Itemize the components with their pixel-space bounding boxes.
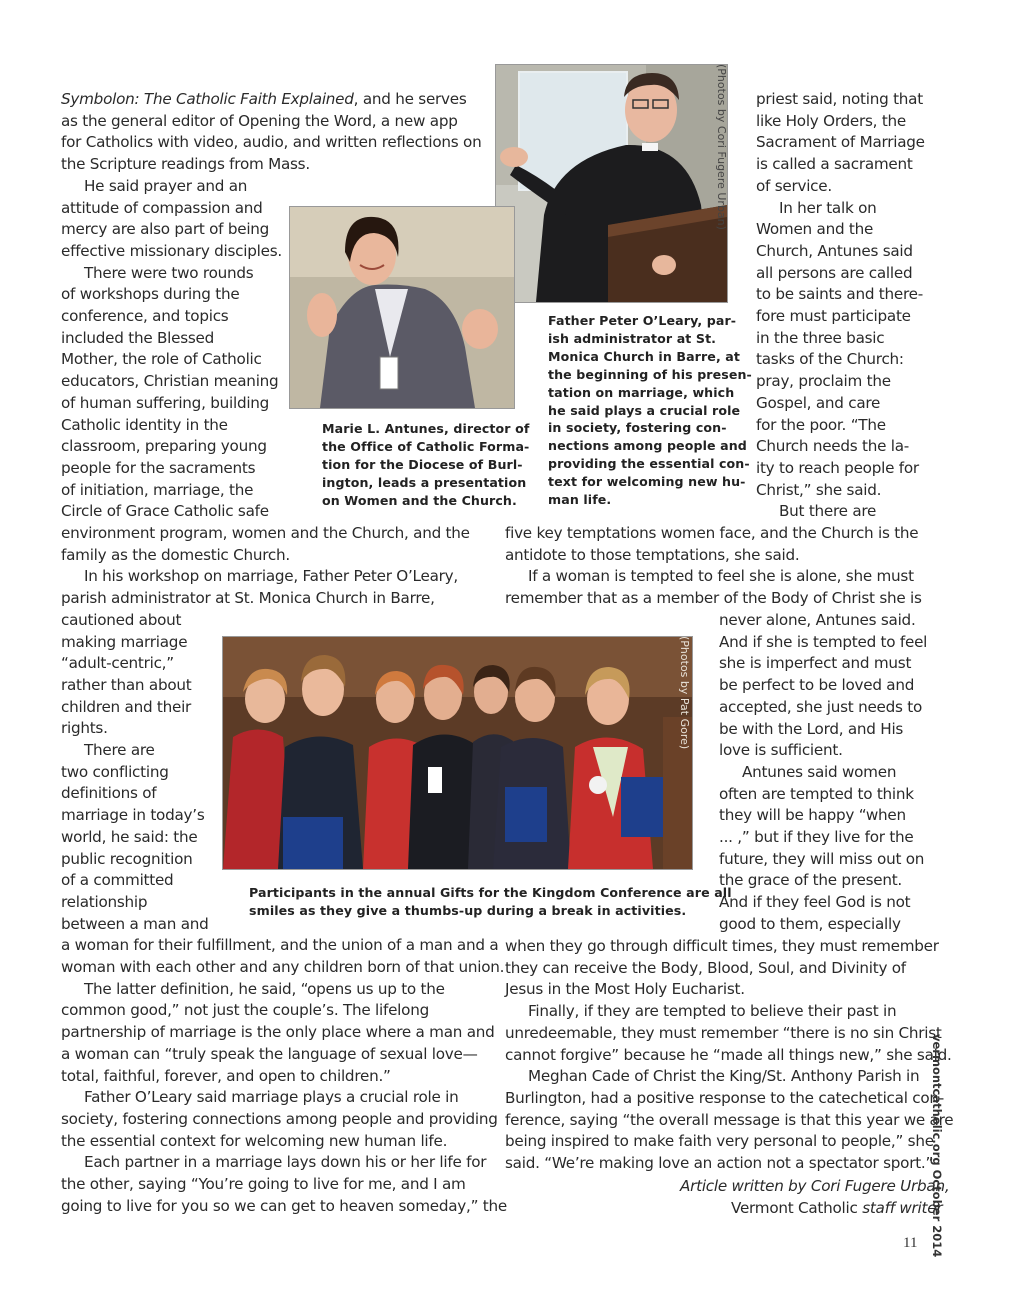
- article-line: Sacrament of Marriage: [756, 133, 925, 152]
- caption-line: providing the essential con-: [548, 456, 750, 472]
- caption-line: on Women and the Church.: [322, 492, 517, 508]
- article-line: marriage in today’s: [61, 806, 205, 825]
- article-line: environment program, women and the Church, and the: [61, 524, 470, 542]
- article-line: be perfect to be loved and: [719, 676, 915, 695]
- article-line: The latter definition, he said, “opens us up to the: [84, 979, 445, 998]
- caption-line: ington, leads a presentation: [322, 474, 527, 490]
- article-line: children and their: [61, 697, 192, 716]
- article-line: is called a sacrament: [756, 155, 913, 174]
- article-line: remember that as a member of the Body of Christ she is: [505, 589, 922, 608]
- article-line: attitude of compassion and: [61, 198, 263, 217]
- caption-line: Monica Church in Barre, at: [548, 348, 741, 364]
- article-line: mercy are also part of being: [61, 220, 270, 239]
- article-line: accepted, she just needs to: [719, 697, 923, 716]
- article-line: of workshops during the: [61, 285, 240, 304]
- article-line: Finally, if they are tempted to believe their past in: [528, 1002, 897, 1021]
- article-line: cannot forgive” because he “made all things new,” she said.: [505, 1045, 952, 1064]
- article-line: priest said, noting that: [756, 90, 923, 108]
- article-line: making marriage: [61, 632, 188, 651]
- article-line: of a committed: [61, 871, 174, 890]
- article-line: Antunes said women: [742, 762, 897, 781]
- article-line: There are: [84, 741, 155, 759]
- caption-line: Participants in the annual Gifts for the Kingdom Conference are all: [249, 885, 732, 900]
- article-line: ity to reach people for: [756, 458, 919, 477]
- article-line: going to live for you so we can get to heaven someday,” the: [61, 1196, 507, 1215]
- article-line: unredeemable, they must remember “there is no sin Christ: [505, 1023, 942, 1042]
- article-line: fore must participate: [756, 307, 911, 325]
- article-line: And if she is tempted to feel: [719, 632, 928, 651]
- byline-role: Vermont Catholic staff writer: [731, 1199, 943, 1217]
- article-line: Each partner in a marriage lays down his or her life for: [84, 1153, 487, 1172]
- article-line: pray, proclaim the: [756, 372, 891, 391]
- caption-line: he said plays a crucial role: [548, 402, 741, 418]
- article-line: He said prayer and an: [84, 176, 248, 195]
- article-line: said. “We’re making love an action not a spectator sport.”: [505, 1154, 934, 1172]
- article-line: for Catholics with video, audio, and written reflections on: [61, 133, 482, 152]
- article-line: In his workshop on marriage, Father Peter O’Leary,: [84, 567, 458, 586]
- caption-line: the Office of Catholic Forma-: [322, 438, 530, 454]
- photo-credit-top: (Photos by Cori Fugere Urban): [715, 64, 728, 230]
- article-line: partnership of marriage is the only place where a man and: [61, 1023, 495, 1042]
- article-line: rights.: [61, 719, 108, 738]
- article-line: There were two rounds: [84, 263, 254, 282]
- article-line: two conflicting: [61, 762, 169, 781]
- article-line: they will be happy “when: [719, 806, 906, 825]
- article-line: the grace of the present.: [719, 871, 902, 890]
- article-line: of service.: [756, 176, 832, 195]
- article-line: being inspired to make faith very personal to people,” she: [505, 1132, 934, 1151]
- article-line: cautioned about: [61, 610, 182, 629]
- article-line: public recognition: [61, 849, 193, 868]
- article-line: a woman can “truly speak the language of sexual love—: [61, 1044, 478, 1063]
- article-line: the Scripture readings from Mass.: [61, 155, 310, 174]
- caption-line: tion for the Diocese of Burl-: [322, 456, 523, 472]
- page-number: 11: [903, 1235, 918, 1251]
- caption-line: nections among people and: [548, 438, 747, 454]
- article-line: parish administrator at St. Monica Church in Barre,: [61, 589, 435, 608]
- article-line: definitions of: [61, 784, 157, 803]
- article-line: educators, Christian meaning: [61, 372, 279, 391]
- article-line: In her talk on: [779, 198, 877, 217]
- article-line: the essential context for welcoming new human life.: [61, 1131, 448, 1150]
- article-line: the other, saying “You’re going to live for me, and I am: [61, 1175, 466, 1193]
- caption-line: man life.: [548, 492, 612, 507]
- article-line: If a woman is tempted to feel she is alone, she must: [528, 567, 914, 586]
- article-line: love is sufficient.: [719, 741, 843, 760]
- photo-marie-antunes: [289, 206, 515, 409]
- caption-line: ish administrator at St.: [548, 330, 717, 346]
- article-line: Catholic identity in the: [61, 415, 228, 434]
- article-line: “adult-centric,”: [61, 654, 174, 673]
- article-line: relationship: [61, 892, 148, 911]
- article-line: included the Blessed: [61, 328, 215, 347]
- byline-author: Article written by Cori Fugere Urban,: [680, 1177, 950, 1195]
- caption-line: Father Peter O’Leary, par-: [548, 313, 737, 328]
- article-line: Christ,” she said.: [756, 480, 882, 499]
- article-line: be with the Lord, and His: [719, 719, 904, 738]
- article-line: people for the sacraments: [61, 458, 256, 477]
- article-line: as the general editor of Opening the Word, a new app: [61, 111, 458, 130]
- article-line: effective missionary disciples.: [61, 241, 282, 260]
- article-line: of initiation, marriage, the: [61, 480, 254, 499]
- article-line: Church, Antunes said: [756, 241, 913, 260]
- article-line: future, they will miss out on: [719, 849, 925, 868]
- article-line: And if they feel God is not: [719, 893, 911, 912]
- article-line: five key temptations women face, and the Church is the: [505, 524, 919, 542]
- article-line: classroom, preparing young: [61, 437, 267, 456]
- article-line: rather than about: [61, 675, 192, 694]
- photo-credit-group: (Photos by Pat Gore): [678, 636, 691, 750]
- caption-line: text for welcoming new hu-: [548, 474, 746, 490]
- article-line: between a man and: [61, 914, 209, 933]
- article-line: good to them, especially: [719, 914, 901, 933]
- photo-father-oleary: [495, 64, 728, 303]
- caption-line: the beginning of his presen-: [548, 366, 752, 382]
- article-line: Burlington, had a positive response to the catechetical con-: [505, 1088, 944, 1107]
- article-line: Church needs the la-: [756, 437, 910, 456]
- article-line: society, fostering connections among people and providing: [61, 1109, 498, 1128]
- article-line: Jesus in the Most Holy Eucharist.: [505, 980, 745, 999]
- article-line: like Holy Orders, the: [756, 111, 907, 130]
- article-line: family as the domestic Church.: [61, 545, 290, 564]
- article-line: world, he said: the: [61, 827, 198, 846]
- caption-line: tation on marriage, which: [548, 384, 735, 400]
- article-line: ference, saying “the overall message is that this year we are: [505, 1110, 954, 1129]
- article-line: of human suffering, building: [61, 393, 270, 412]
- article-line: to be saints and there-: [756, 285, 923, 304]
- article-line: woman with each other and any children born of that union.: [61, 958, 505, 976]
- article-line: tasks of the Church:: [756, 350, 904, 369]
- article-line: Symbolon: The Catholic Faith Explained, and he serves: [61, 90, 467, 108]
- article-line: Meghan Cade of Christ the King/St. Anthony Parish in: [528, 1067, 920, 1086]
- article-line: a woman for their fulfillment, and the union of a man and a: [61, 936, 499, 955]
- article-line: when they go through difficult times, they must remember: [505, 937, 939, 955]
- caption-line: in society, fostering con-: [548, 420, 727, 436]
- article-line: ... ,” but if they live for the: [719, 828, 914, 846]
- article-line: common good,” not just the couple’s. The lifelong: [61, 1001, 429, 1020]
- article-line: Gospel, and care: [756, 393, 881, 412]
- article-line: But there are: [779, 502, 877, 521]
- article-line: often are tempted to think: [719, 784, 914, 803]
- article-line: they can receive the Body, Blood, Soul, and Divinity of: [505, 958, 906, 977]
- article-line: Mother, the role of Catholic: [61, 350, 262, 369]
- article-line: Women and the: [756, 220, 874, 239]
- article-line: for the poor. “The: [756, 415, 886, 434]
- article-line: in the three basic: [756, 328, 885, 347]
- photo-group: [222, 636, 693, 870]
- article-line: never alone, Antunes said.: [719, 611, 916, 629]
- footer-side-text: vermontcatholic.org October 2014: [930, 1034, 944, 1258]
- article-line: conference, and topics: [61, 307, 229, 325]
- article-line: Circle of Grace Catholic safe: [61, 502, 269, 521]
- article-line: total, faithful, forever, and open to children.”: [61, 1066, 391, 1085]
- article-line: Father O’Leary said marriage plays a crucial role in: [84, 1088, 459, 1107]
- caption-line: smiles as they give a thumbs-up during a break in activities.: [249, 902, 687, 918]
- caption-line: Marie L. Antunes, director of: [322, 421, 530, 436]
- article-line: she is imperfect and must: [719, 654, 912, 673]
- article-line: all persons are called: [756, 263, 913, 282]
- article-line: antidote to those temptations, she said.: [505, 545, 800, 564]
